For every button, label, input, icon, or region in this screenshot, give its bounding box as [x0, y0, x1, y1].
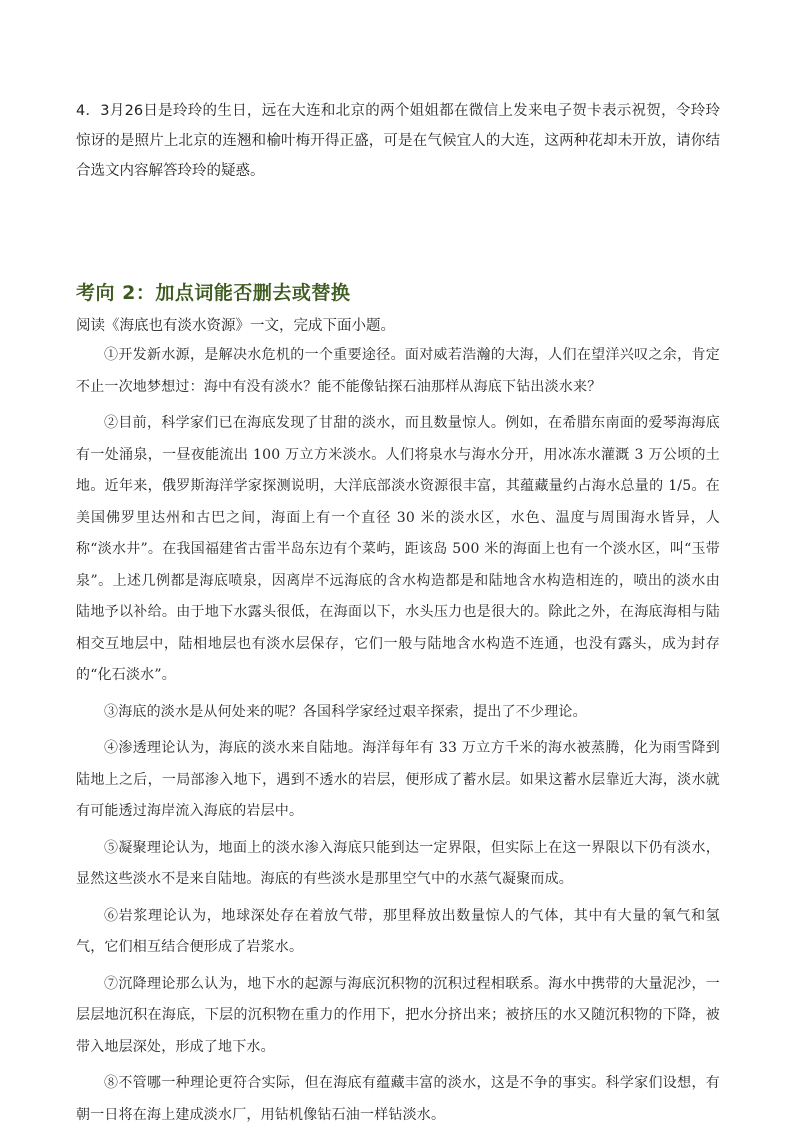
reading-instruction: 阅读《海底也有淡水资源》一文，完成下面小题。 — [76, 318, 395, 334]
paragraph-2: ②目前，科学家们已在海底发现了甘甜的淡水，而且数量惊人。例如，在希腊东南面的爱琴海海底有一处涌泉，一昼夜能流出 100 万立方米淡水。人们将泉水与海水分开，用冰冻水灌溉 3 万公顷的土地。近年来，俄罗斯海洋学家探测说明，大洋底部淡水资源很丰富，其蕴藏量约占海水总量的 1/5。在美国佛罗里达州和古巴之间，海面上有一个直径 30 米的淡水区，水色、温度与周围海水皆异，人称“淡水井”。在我国福建省古雷半岛东边有个菜屿，距该岛 500 米的海面上也有一个淡水区，叫“玉带泉”。上述几例都是海底喷泉，因离岸不远海底的含水构造都是和陆地含水构造相连的，喷出的淡水由陆地予以补给。由于地下水露头很低，在海面以下，水头压力也是很大的。除此之外，在海底海相与陆相交互地层中，陆相地层也有淡水层保存，它们一般与陆地含水构造不连通，也没有露头，成为封存的“化石淡水”。 — [76, 415, 720, 683]
paragraph-7: ⑦沉降理论那么认为，地下水的起源与海底沉积物的沉积过程相联系。海水中携带的大量泥沙，一层层地沉积在海底，下层的沉积物在重力的作用下，把水分挤出来；被挤压的水又随沉积物的下降，被带入地层深处，形成了地下水。 — [76, 975, 720, 1055]
paragraph-4: ④渗透理论认为，海底的淡水来自陆地。海洋每年有 33 万立方千米的海水被蒸腾，化为雨雪降到陆地上之后，一局部渗入地下，遇到不透水的岩层，便形成了蓄水层。如果这蓄水层靠近大海，淡水就有可能透过海岸流入海底的岩层中。 — [76, 740, 720, 819]
paragraph-1: ①开发新水源，是解决水危机的一个重要途径。面对威若浩瀚的大海，人们在望洋兴叹之余，肯定不止一次地梦想过：海中有没有淡水？能不能像钻探石油那样从海底下钻出淡水来？ — [76, 347, 720, 395]
paragraph-3: ③海底的淡水是从何处来的呢？各国科学家经过艰辛探索，提出了不少理论。 — [104, 703, 587, 720]
question-4-text: 4．3月26日是玲玲的生日，远在大连和北京的两个姐姐都在微信上发来电子贺卡表示祝贺，令玲玲惊讶的是照片上北京的连翘和榆叶梅开得正盛，可是在气候宜人的大连，这两种花却未开放，请你结合选文内容解答玲玲的疑惑。 — [76, 103, 720, 179]
paragraph-8: ⑧不管哪一种理论更符合实际，但在海底有蕴藏丰富的淡水，这是不争的事实。科学家们设想，有朝一日将在海上建成淡水厂，用钻机像钻石油一样钻淡水。 — [76, 1075, 720, 1123]
paragraph-6: ⑥岩浆理论认为，地球深处存在着放气带，那里释放出数量惊人的气体，其中有大量的氧气和氢气，它们相互结合便形成了岩浆水。 — [76, 907, 720, 955]
article-body — [76, 340, 720, 1136]
section-heading: 考向 2：加点词能否删去或替换 — [76, 282, 351, 304]
paragraph-5: ⑤凝聚理论认为，地面上的淡水渗入海底只能到达一定界限，但实际上在这一界限以下仍有淡水，显然这些淡水不是来自陆地。海底的有些淡水是那里空气中的水蒸气凝聚而成。 — [76, 839, 720, 887]
